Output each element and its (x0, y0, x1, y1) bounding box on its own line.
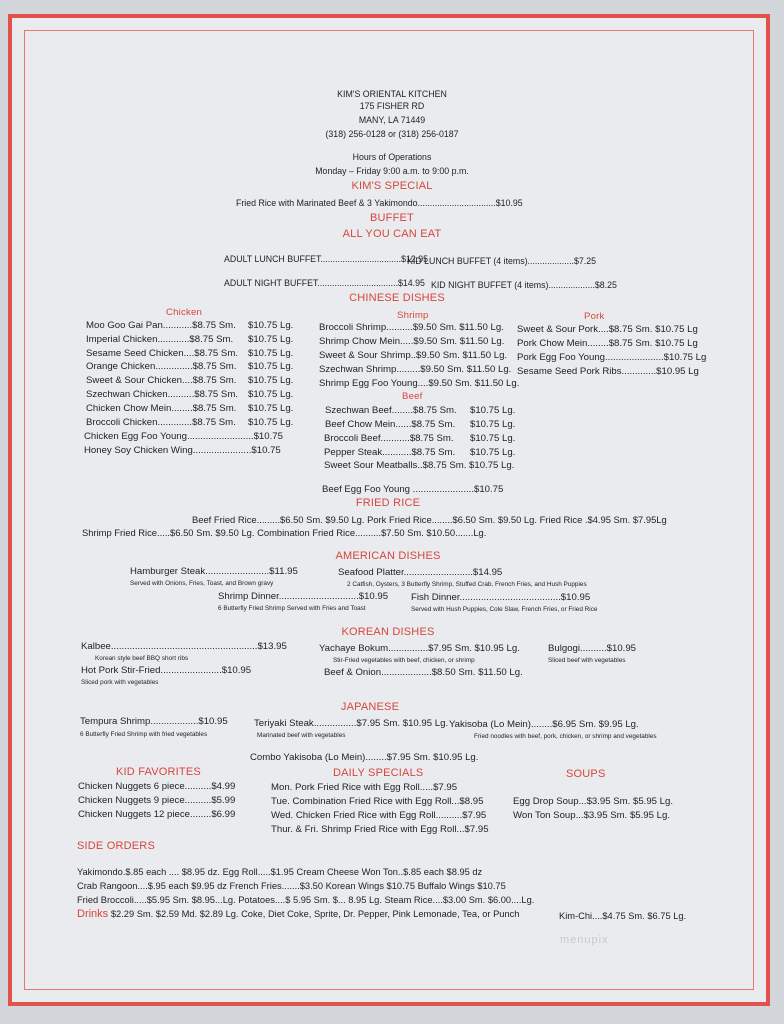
yakisoba: Yakisoba (Lo Mein)........$6.95 Sm. $9.95 Lg. (449, 719, 639, 730)
kid-item: Chicken Nuggets 12 piece........$6.99 (78, 809, 236, 820)
kimchi-item: Kim-Chi....$4.75 Sm. $6.75 Lg. (559, 911, 687, 921)
fried-rice-line-1: Beef Fried Rice.........$6.50 Sm. $9.50 Lg. Pork Fried Rice........$6.50 Sm. $9.50 Lg. Fried Rice .$4.95 Sm. $7.95Lg (192, 514, 667, 525)
beef-item-lg: $10.75 Lg. (470, 447, 516, 458)
kid-item: Chicken Nuggets 9 piece..........$5.99 (78, 795, 236, 806)
combo-yakisoba: Combo Yakisoba (Lo Mein)........$7.95 Sm. $10.95 Lg. (250, 752, 479, 763)
side-orders-line-3: Fried Broccoli.....$5.95 Sm. $8.95...Lg. Potatoes....$ 5.95 Sm. $... 8.95 Lg. Steam Rice....$3.00 Sm. $6.00....Lg. (77, 895, 535, 905)
shrimp-item: Shrimp Egg Foo Young....$9.50 Sm. $11.50 Lg. (319, 378, 520, 389)
chicken-item-lg: $10.75 Lg. (248, 348, 294, 359)
pork-item: Pork Chow Mein........$8.75 Sm. $10.75 Lg (517, 338, 698, 349)
teriyaki-steak-desc: Marinated beef with vegetables (257, 732, 346, 739)
hamburger-steak: Hamburger Steak........................$11.95 (130, 566, 298, 577)
chicken-item: Sesame Seed Chicken....$8.75 Sm. (86, 348, 238, 359)
soup-item: Egg Drop Soup...$3.95 Sm. $5.95 Lg. (513, 796, 674, 807)
drinks-label: Drinks (77, 908, 109, 920)
chicken-item-lg: $10.75 Lg. (248, 403, 294, 414)
side-orders-line-2: Crab Rangoon....$.95 each $9.95 dz French Fries.......$3.50 Korean Wings $10.75 Buffalo Wings $10.75 (77, 881, 506, 891)
shrimp-dinner-desc: 6 Butterfly Fried Shrimp Served with Fries and Toast (218, 605, 366, 612)
chicken-item: Moo Goo Gai Pan...........$8.75 Sm. (86, 320, 236, 331)
hot-pork-desc: Sliced pork with vegetables (81, 679, 159, 686)
chicken-item: Honey Soy Chicken Wing......................$10.75 (84, 445, 281, 456)
teriyaki-steak: Teriyaki Steak................$7.95 Sm. $10.95 Lg. (254, 718, 449, 729)
american-dishes-title: AMERICAN DISHES (335, 550, 441, 562)
watermark-text: menupix (560, 934, 609, 946)
chicken-item: Imperial Chicken............$8.75 Sm. (86, 334, 234, 345)
side-orders-title: SIDE ORDERS (77, 840, 155, 852)
chicken-item-lg: $10.75 Lg. (248, 361, 294, 372)
bulgogi: Bulgogi..........$10.95 (548, 643, 637, 654)
side-orders-line-1: Yakimondo.$.85 each .... $8.95 dz. Egg Roll.....$1.95 Cream Cheese Won Ton..$.85 each $8.95 dz (77, 867, 483, 877)
hours-text: Monday – Friday 9:00 a.m. to 9:00 p.m. (315, 166, 469, 176)
chicken-item-lg: $10.75 Lg. (248, 417, 294, 428)
hours-title: Hours of Operations (352, 152, 432, 162)
chicken-heading: Chicken (166, 307, 203, 318)
buffet-subtitle: ALL YOU CAN EAT (342, 228, 442, 240)
fried-rice-line-2: Shrimp Fried Rice.....$6.50 Sm. $9.50 Lg. Combination Fried Rice..........$7.50 Sm. $10.50.......Lg. (82, 527, 487, 538)
daily-specials-title: DAILY SPECIALS (333, 767, 424, 779)
shrimp-item: Broccoli Shrimp..........$9.50 Sm. $11.50 Lg. (319, 322, 504, 333)
chicken-item: Chicken Egg Foo Young.........................$10.75 (84, 431, 283, 442)
seafood-platter: Seafood Platter..........................$14.95 (338, 567, 503, 578)
yakisoba-desc: Fried noodles with beef, pork, chicken, or shrimp and vegetables (474, 733, 657, 740)
pork-heading: Pork (584, 311, 605, 322)
tempura-shrimp-desc: 6 Butterfly Fried Shrimp with fried vegetables (80, 731, 208, 738)
phone-numbers: (318) 256-0128 or (318) 256-0187 (325, 129, 459, 139)
korean-dishes-title: KOREAN DISHES (341, 626, 435, 638)
beef-item: Broccoli Beef...........$8.75 Sm. (324, 433, 454, 444)
hamburger-steak-desc: Served with Onions, Fries, Toast, and Brown gravy (130, 580, 274, 587)
chicken-item-lg: $10.75 Lg. (248, 320, 294, 331)
soups-title: SOUPS (566, 768, 606, 780)
beef-item: Sweet Sour Meatballs..$8.75 Sm. $10.75 Lg. (324, 460, 515, 471)
fish-dinner: Fish Dinner......................................$10.95 (411, 592, 591, 603)
beef-item: Szechwan Beef........$8.75 Sm. (325, 405, 457, 416)
beef-egg-foo-young: Beef Egg Foo Young .......................$10.75 (322, 484, 504, 495)
chicken-item: Orange Chicken..............$8.75 Sm. (86, 361, 237, 372)
shrimp-item: Szechwan Shrimp.........$9.50 Sm. $11.50 Lg. (319, 364, 512, 375)
shrimp-item: Shrimp Chow Mein.....$9.50 Sm. $11.50 Lg. (319, 336, 505, 347)
yachaye-desc: Stir-Fried vegetables with beef, chicken, or shrimp (333, 657, 475, 664)
shrimp-heading: Shrimp (397, 310, 429, 321)
chicken-item: Broccoli Chicken.............$8.75 Sm. (86, 417, 236, 428)
chicken-item-lg: $10.75 Lg. (248, 334, 294, 345)
kalbee-desc: Korean style beef BBQ short ribs (95, 655, 189, 662)
buffet-title: BUFFET (370, 212, 414, 224)
chicken-item: Chicken Chow Mein........$8.75 Sm. (86, 403, 237, 414)
pork-item: Pork Egg Foo Young......................$10.75 Lg (517, 352, 707, 363)
japanese-title: JAPANESE (340, 701, 400, 713)
beef-heading: Beef (402, 391, 423, 402)
kims-special-title: KIM'S SPECIAL (351, 180, 433, 192)
beef-item-lg: $10.75 Lg. (470, 405, 516, 416)
beef-and-onion: Beef & Onion...................$8.50 Sm. $11.50 Lg. (324, 667, 523, 678)
pork-item: Sweet & Sour Pork....$8.75 Sm. $10.75 Lg (517, 324, 698, 335)
drinks-line (77, 908, 519, 921)
tempura-shrimp: Tempura Shrimp..................$10.95 (80, 716, 228, 727)
chicken-item: Szechwan Chicken..........$8.75 Sm. (86, 389, 238, 400)
shrimp-dinner: Shrimp Dinner..............................$10.95 (218, 591, 389, 602)
kid-item: Chicken Nuggets 6 piece..........$4.99 (78, 781, 236, 792)
restaurant-name: KIM'S ORIENTAL KITCHEN (337, 89, 447, 99)
chicken-item-lg: $10.75 Lg. (248, 389, 294, 400)
fish-dinner-desc: Served with Hush Puppies, Cole Slaw, French Fries, or Fried Rice (411, 606, 598, 613)
bulgogi-desc: Sliced beef with vegetables (548, 657, 626, 664)
yachaye-bokum: Yachaye Bokum...............$7.95 Sm. $10.95 Lg. (319, 643, 520, 654)
kid-night-buffet: KID NIGHT BUFFET (4 items)...................$8.25 (431, 280, 617, 290)
seafood-platter-desc: 2 Catfish, Oysters, 3 Butterfly Shrimp, Stuffed Crab, French Fries, and Hush Puppies (347, 581, 587, 588)
adult-night-buffet: ADULT NIGHT BUFFET.................................$14.95 (224, 278, 425, 288)
pork-item: Sesame Seed Pork Ribs.............$10.95 Lg (517, 366, 699, 377)
address-line-1: 175 FISHER RD (359, 101, 425, 111)
drinks-text: $2.29 Sm. $2.59 Md. $2.89 Lg. Coke, Diet Coke, Sprite, Dr. Pepper, Pink Lemonade, Tea, or Punch (110, 909, 520, 919)
chicken-item: Sweet & Sour Chicken....$8.75 Sm. (86, 375, 237, 386)
chicken-item-lg: $10.75 Lg. (248, 375, 294, 386)
daily-item: Mon. Pork Fried Rice with Egg Roll.....$7.95 (271, 782, 458, 793)
beef-item-lg: $10.75 Lg. (470, 433, 516, 444)
kims-special-item: Fried Rice with Marinated Beef & 3 Yakimondo................................$10.95 (236, 198, 523, 208)
beef-item: Beef Chow Mein......$8.75 Sm. (325, 419, 456, 430)
address-line-2: MANY, LA 71449 (358, 115, 426, 125)
kalbee: Kalbee.......................................................$13.95 (81, 641, 287, 652)
beef-item: Pepper Steak...........$8.75 Sm. (324, 447, 456, 458)
soup-item: Won Ton Soup...$3.95 Sm. $5.95 Lg. (513, 810, 670, 821)
fried-rice-title: FRIED RICE (355, 497, 421, 509)
shrimp-item: Sweet & Sour Shrimp..$9.50 Sm. $11.50 Lg. (319, 350, 508, 361)
daily-item: Tue. Combination Fried Rice with Egg Roll...$8.95 (271, 796, 484, 807)
chinese-dishes-title: CHINESE DISHES (349, 292, 445, 304)
beef-item-lg: $10.75 Lg. (470, 419, 516, 430)
kid-lunch-buffet: KID LUNCH BUFFET (4 items)...................$7.25 (407, 256, 597, 266)
kid-favorites-title: KID FAVORITES (116, 766, 201, 778)
daily-item: Wed. Chicken Fried Rice with Egg Roll..........$7.95 (271, 810, 487, 821)
daily-item: Thur. & Fri. Shrimp Fried Rice with Egg Roll...$7.95 (271, 824, 489, 835)
hot-pork-stir-fried: Hot Pork Stir-Fried.......................$10.95 (81, 665, 252, 676)
adult-lunch-buffet: ADULT LUNCH BUFFET.................................$12.95 (224, 254, 429, 264)
